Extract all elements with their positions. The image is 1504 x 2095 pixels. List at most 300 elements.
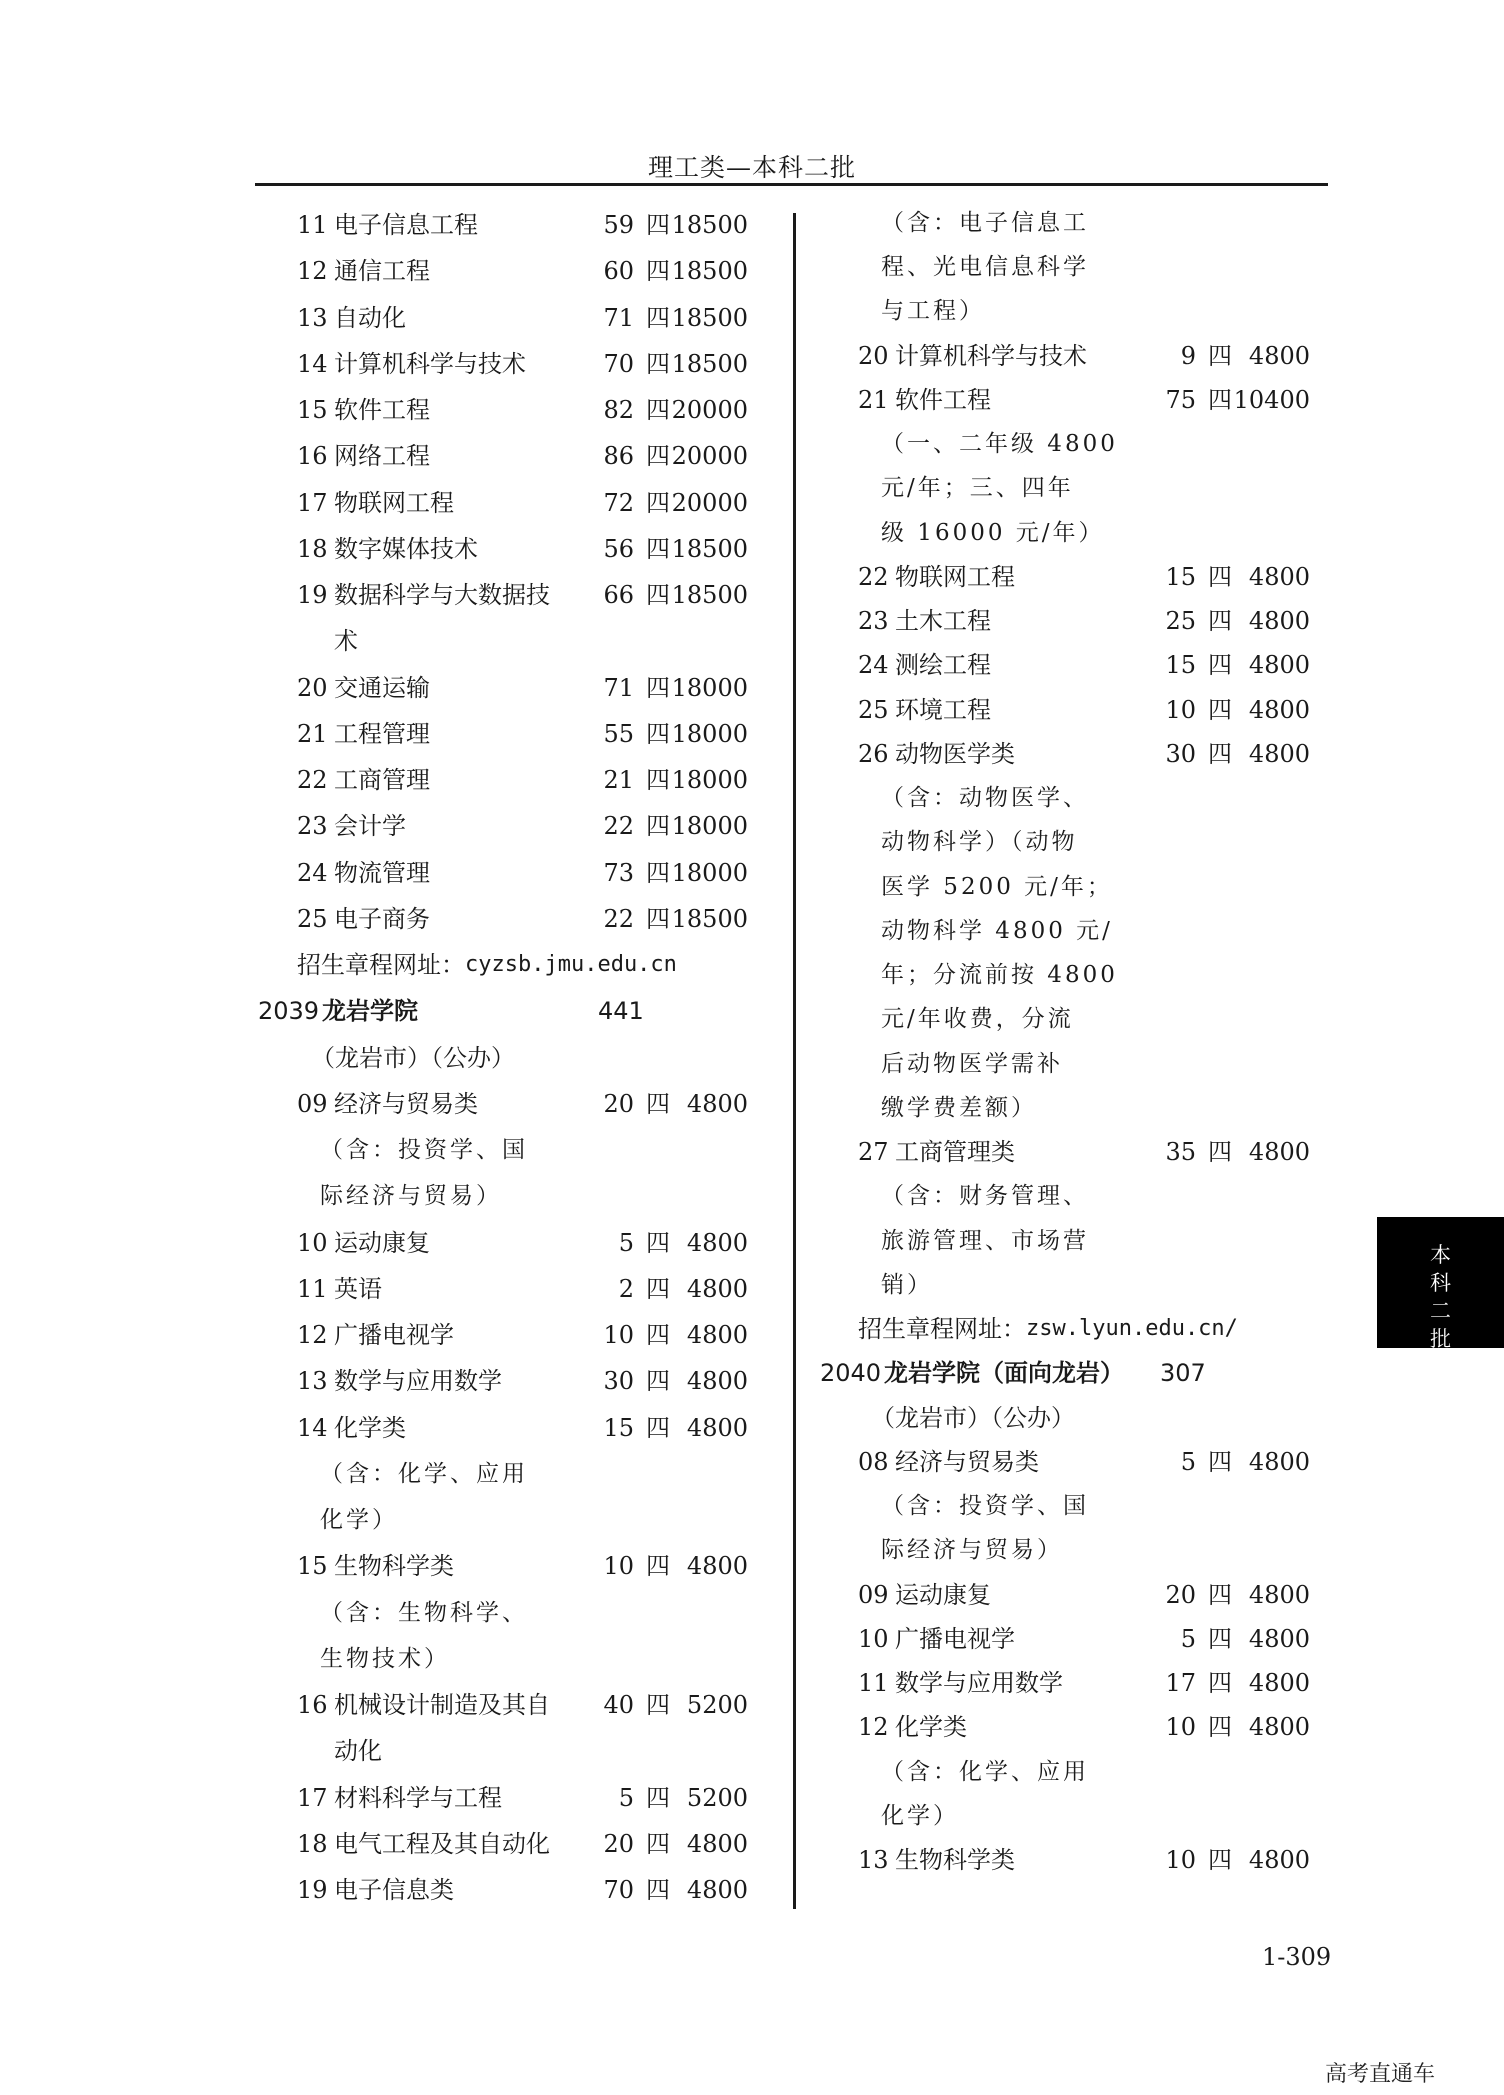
enrollment-count: 71 [603, 303, 634, 332]
study-years: 四 [1208, 1624, 1232, 1653]
major-note [796, 1176, 1504, 1216]
major-note [796, 999, 1504, 1039]
enrollment-count: 71 [603, 673, 634, 702]
study-years: 四 [646, 1367, 670, 1396]
major-note [0, 1454, 793, 1494]
tuition-fee: 5200 [686, 1691, 748, 1719]
note-text: 际经济与贸易） [320, 1183, 502, 1210]
note-text: （含：投资学、国 [320, 1137, 528, 1163]
study-years: 四 [1208, 1713, 1232, 1742]
note-text: 后动物医学需补 [881, 1050, 1063, 1077]
major-row [796, 1663, 1504, 1703]
url-label: 招生章程网址： [858, 1315, 1026, 1344]
major-row [0, 529, 793, 569]
location-text: （龙岩市）（公办） [311, 1043, 515, 1072]
major-name: 工商管理类 [895, 1138, 1015, 1167]
enrollment-count: 10 [603, 1321, 634, 1349]
enrollment-count: 20 [603, 1089, 634, 1118]
study-years: 四 [1208, 341, 1232, 370]
major-row [0, 1269, 793, 1309]
study-years: 四 [1208, 1447, 1232, 1476]
major-note [796, 203, 1504, 243]
note-text: 元/年；三、四年 [881, 475, 1074, 502]
tuition-fee: 4800 [1248, 562, 1310, 591]
tuition-fee: 18500 [671, 257, 748, 286]
note-text: （含：投资学、国 [881, 1493, 1089, 1520]
major-row [0, 575, 793, 615]
study-years: 四 [646, 812, 670, 841]
tuition-fee: 20000 [671, 442, 748, 471]
major-code: 11 [297, 1274, 328, 1303]
major-code: 15 [297, 396, 328, 424]
tuition-fee: 4800 [1248, 1138, 1310, 1167]
note-text: （含：化学、应用 [320, 1460, 528, 1487]
study-years: 四 [1208, 1580, 1232, 1609]
major-code: 23 [297, 812, 328, 841]
major-note [796, 1530, 1504, 1570]
note-text: 元/年收费，分流 [881, 1006, 1074, 1033]
tuition-fee: 4800 [1248, 695, 1310, 724]
major-name: 电子信息工程 [334, 211, 478, 239]
note-text: 际经济与贸易） [881, 1537, 1063, 1564]
study-years: 四 [646, 673, 670, 702]
url-label: 招生章程网址： [297, 951, 465, 979]
major-row [796, 380, 1504, 420]
tuition-fee: 18500 [671, 303, 748, 332]
note-text: 动物科学 4800 元/ [881, 917, 1113, 944]
enrollment-count: 60 [603, 257, 634, 286]
major-note [796, 778, 1504, 818]
enrollment-count: 82 [603, 396, 634, 424]
school-name: 龙岩学院（面向龙岩） [884, 1358, 1124, 1388]
major-row [0, 1870, 793, 1910]
enrollment-count: 30 [603, 1367, 634, 1396]
study-years: 四 [1208, 607, 1232, 636]
major-note [796, 513, 1504, 553]
enrollment-count: 10 [1165, 695, 1196, 724]
major-name: 化学类 [334, 1413, 406, 1442]
admission-url-line [0, 945, 793, 985]
major-row [796, 601, 1504, 641]
school-name: 龙岩学院 [322, 996, 418, 1026]
major-code: 23 [858, 607, 889, 636]
major-note [796, 1752, 1504, 1792]
enrollment-count: 2 [618, 1274, 634, 1303]
major-row [0, 1546, 793, 1586]
enrollment-count: 66 [603, 581, 634, 609]
name-continuation: 术 [334, 627, 358, 656]
enrollment-count: 75 [1165, 385, 1196, 414]
major-row [0, 806, 793, 846]
enrollment-count: 72 [603, 488, 634, 517]
major-row [0, 714, 793, 754]
major-note [796, 955, 1504, 995]
major-code: 14 [297, 349, 328, 378]
tuition-fee: 4800 [1248, 1713, 1310, 1742]
watermark: 高考直通车 [1325, 2062, 1436, 2087]
study-years: 四 [646, 1413, 670, 1442]
study-years: 四 [646, 211, 670, 239]
major-name: 环境工程 [895, 695, 991, 724]
school-total-quota: 441 [598, 997, 644, 1026]
tuition-fee: 4800 [1248, 1846, 1310, 1874]
note-text: （一、二年级 4800 [881, 431, 1118, 458]
major-row [0, 1778, 793, 1818]
note-text: 动物科学）（动物 [881, 829, 1078, 856]
major-code: 16 [297, 1691, 328, 1719]
major-code: 08 [858, 1447, 889, 1476]
major-note [0, 1593, 793, 1633]
enrollment-count: 5 [1180, 1624, 1196, 1653]
tuition-fee: 5200 [686, 1783, 748, 1812]
major-note [796, 1486, 1504, 1526]
major-name: 电子信息类 [334, 1876, 454, 1904]
study-years: 四 [646, 719, 670, 748]
major-row [796, 1575, 1504, 1615]
enrollment-count: 55 [603, 719, 634, 748]
note-text: （含：电子信息工 [881, 210, 1089, 236]
tuition-fee: 18500 [671, 904, 748, 933]
tuition-fee: 4800 [686, 1089, 748, 1118]
section-side-tab [1377, 1217, 1504, 1351]
study-years: 四 [646, 904, 670, 933]
major-code: 13 [297, 1367, 328, 1396]
major-name-continuation [0, 621, 793, 661]
major-row [796, 690, 1504, 730]
admission-url: cyzsb.jmu.edu.cn [465, 952, 677, 977]
enrollment-count: 10 [1165, 1846, 1196, 1874]
school-code: 2040 [820, 1359, 882, 1388]
major-name: 计算机科学与技术 [895, 341, 1087, 370]
tuition-fee: 18500 [671, 349, 748, 378]
major-code: 22 [858, 562, 889, 591]
note-text: 销） [881, 1271, 933, 1298]
note-text: 旅游管理、市场营 [881, 1227, 1089, 1254]
tuition-fee: 4800 [1248, 341, 1310, 370]
school-code: 2039 [258, 997, 320, 1026]
major-name: 化学类 [895, 1713, 967, 1742]
major-name: 物流管理 [334, 858, 430, 887]
major-note [796, 822, 1504, 862]
major-note [0, 1639, 793, 1679]
major-name: 英语 [334, 1274, 382, 1303]
page-number: 1-309 [1262, 1943, 1332, 1971]
note-text: （含：财务管理、 [881, 1183, 1089, 1210]
major-code: 17 [297, 1783, 328, 1812]
study-years: 四 [1208, 385, 1232, 414]
major-row [0, 1315, 793, 1355]
major-name: 运动康复 [895, 1580, 991, 1609]
study-years: 四 [646, 766, 670, 794]
admission-url: zsw.lyun.edu.cn/ [1026, 1316, 1238, 1342]
major-name: 数学与应用数学 [334, 1367, 502, 1396]
study-years: 四 [646, 581, 670, 609]
tuition-fee: 20000 [671, 396, 748, 424]
major-note [796, 291, 1504, 331]
tuition-fee: 18000 [671, 673, 748, 702]
major-note [796, 424, 1504, 464]
study-years: 四 [646, 1783, 670, 1812]
tuition-fee: 4800 [1248, 607, 1310, 636]
study-years: 四 [646, 1552, 670, 1581]
major-row [0, 1361, 793, 1401]
major-row [0, 205, 793, 245]
tuition-fee: 4800 [686, 1552, 748, 1581]
study-years: 四 [1208, 695, 1232, 724]
tuition-fee: 4800 [1248, 1624, 1310, 1653]
major-note [0, 1130, 793, 1170]
tuition-fee: 18500 [671, 581, 748, 609]
school-location [796, 1398, 1504, 1438]
tuition-fee: 18000 [671, 812, 748, 841]
major-note [796, 867, 1504, 907]
study-years: 四 [646, 442, 670, 471]
major-name: 测绘工程 [895, 651, 991, 680]
enrollment-count: 22 [603, 812, 634, 841]
tuition-fee: 18000 [671, 858, 748, 887]
enrollment-count: 59 [603, 211, 634, 239]
enrollment-count: 17 [1165, 1669, 1196, 1698]
major-code: 13 [297, 303, 328, 332]
major-code: 20 [297, 673, 328, 702]
tuition-fee: 4800 [686, 1274, 748, 1303]
major-name: 电子商务 [334, 904, 430, 933]
enrollment-count: 5 [618, 1783, 634, 1812]
study-years: 四 [646, 1321, 670, 1349]
enrollment-count: 5 [618, 1228, 634, 1257]
enrollment-count: 70 [603, 1876, 634, 1904]
major-code: 18 [297, 1829, 328, 1858]
major-name-continuation [0, 1731, 793, 1771]
study-years: 四 [646, 1089, 670, 1118]
major-name: 工商管理 [334, 766, 430, 794]
study-years: 四 [646, 1274, 670, 1303]
note-text: （含：化学、应用 [881, 1758, 1089, 1785]
major-row [0, 1084, 793, 1124]
major-name: 数字媒体技术 [334, 534, 478, 563]
major-code: 11 [297, 211, 328, 239]
study-years: 四 [1208, 1138, 1232, 1167]
major-code: 21 [858, 385, 889, 414]
enrollment-count: 30 [1165, 739, 1196, 768]
major-name: 生物科学类 [895, 1846, 1015, 1874]
note-text: 级 16000 元/年） [881, 519, 1105, 546]
major-row [796, 1840, 1504, 1880]
major-code: 12 [858, 1713, 889, 1742]
note-text: 化学） [881, 1802, 959, 1829]
major-name: 电气工程及其自动化 [334, 1829, 550, 1858]
study-years: 四 [646, 1829, 670, 1858]
major-code: 24 [858, 651, 889, 680]
major-row [0, 298, 793, 338]
major-note [796, 1088, 1504, 1128]
major-code: 25 [297, 904, 328, 933]
tuition-fee: 18000 [671, 719, 748, 748]
tuition-fee: 4800 [686, 1413, 748, 1442]
enrollment-count: 9 [1180, 341, 1196, 370]
major-row [796, 734, 1504, 774]
major-name: 经济与贸易类 [334, 1089, 478, 1118]
major-code: 21 [297, 719, 328, 748]
major-name: 数学与应用数学 [895, 1669, 1063, 1698]
major-name: 机械设计制造及其自 [334, 1691, 550, 1719]
major-note [796, 247, 1504, 287]
major-code: 17 [297, 488, 328, 517]
major-name: 广播电视学 [334, 1321, 454, 1349]
major-code: 26 [858, 739, 889, 768]
major-code: 19 [297, 1876, 328, 1904]
enrollment-count: 25 [1165, 607, 1196, 636]
major-row [796, 1132, 1504, 1172]
major-name: 工程管理 [334, 719, 430, 748]
note-text: （含：动物医学、 [881, 785, 1089, 812]
tuition-fee: 4800 [1248, 1669, 1310, 1698]
major-name: 生物科学类 [334, 1552, 454, 1581]
major-row [0, 853, 793, 893]
major-name: 交通运输 [334, 673, 430, 702]
enrollment-count: 10 [603, 1552, 634, 1581]
major-code: 16 [297, 442, 328, 471]
header-rule [255, 183, 1328, 186]
tuition-fee: 4800 [1248, 739, 1310, 768]
school-row [796, 1353, 1504, 1393]
major-note [0, 1176, 793, 1216]
tuition-fee: 4800 [686, 1228, 748, 1257]
study-years: 四 [1208, 1846, 1232, 1874]
enrollment-count: 21 [603, 766, 634, 794]
major-code: 10 [297, 1228, 328, 1257]
tuition-fee: 4800 [1248, 1447, 1310, 1476]
note-text: 年；分流前按 4800 [881, 962, 1118, 989]
school-row [0, 991, 793, 1031]
study-years: 四 [1208, 651, 1232, 680]
major-code: 19 [297, 581, 328, 609]
tuition-fee: 4800 [1248, 1580, 1310, 1609]
major-row [0, 1223, 793, 1263]
major-row [0, 899, 793, 939]
major-code: 22 [297, 766, 328, 794]
major-name: 自动化 [334, 303, 406, 332]
enrollment-count: 10 [1165, 1713, 1196, 1742]
study-years: 四 [1208, 562, 1232, 591]
major-code: 09 [858, 1580, 889, 1609]
enrollment-count: 56 [603, 534, 634, 563]
major-name: 材料科学与工程 [334, 1783, 502, 1812]
note-text: 化学） [320, 1507, 398, 1533]
major-name: 网络工程 [334, 442, 430, 471]
enrollment-count: 20 [603, 1829, 634, 1858]
major-row [0, 483, 793, 523]
major-note [0, 1500, 793, 1540]
study-years: 四 [1208, 1669, 1232, 1698]
enrollment-count: 35 [1165, 1138, 1196, 1167]
major-name: 数据科学与大数据技 [334, 581, 550, 609]
side-tab-label: 本 科 二 批 [1430, 1243, 1451, 1351]
tuition-fee: 4800 [686, 1367, 748, 1396]
major-row [0, 436, 793, 476]
major-name: 经济与贸易类 [895, 1447, 1039, 1476]
study-years: 四 [646, 349, 670, 378]
major-name: 运动康复 [334, 1228, 430, 1257]
note-text: 生物技术） [320, 1645, 450, 1672]
major-note [796, 1044, 1504, 1084]
study-years: 四 [646, 257, 670, 286]
tuition-fee: 4800 [1248, 651, 1310, 680]
major-row [796, 645, 1504, 685]
major-code: 24 [297, 858, 328, 887]
major-name: 物联网工程 [334, 488, 454, 517]
study-years: 四 [646, 858, 670, 887]
enrollment-count: 40 [603, 1691, 634, 1719]
major-code: 18 [297, 534, 328, 563]
major-row [0, 760, 793, 800]
enrollment-count: 70 [603, 349, 634, 378]
page-header-title: 理工类—本科二批 [647, 153, 856, 182]
note-text: （含：生物科学、 [320, 1599, 528, 1626]
major-note [796, 468, 1504, 508]
major-name: 广播电视学 [895, 1624, 1015, 1653]
major-name: 会计学 [334, 812, 406, 841]
enrollment-count: 20 [1165, 1580, 1196, 1609]
tuition-fee: 18000 [671, 766, 748, 794]
major-code: 12 [297, 257, 328, 286]
enrollment-count: 15 [1165, 562, 1196, 591]
major-name: 通信工程 [334, 257, 430, 286]
enrollment-count: 73 [603, 858, 634, 887]
note-text: 与工程） [881, 298, 985, 325]
major-name: 动物医学类 [895, 739, 1015, 768]
major-name: 计算机科学与技术 [334, 349, 526, 378]
major-note [796, 1796, 1504, 1836]
enrollment-count: 86 [603, 442, 634, 471]
major-row [0, 1685, 793, 1725]
major-row [0, 251, 793, 291]
note-text: 医学 5200 元/年； [881, 873, 1113, 900]
major-code: 27 [858, 1138, 889, 1167]
study-years: 四 [646, 534, 670, 563]
major-row [796, 1707, 1504, 1747]
study-years: 四 [646, 396, 670, 424]
major-note [796, 911, 1504, 951]
note-text: 缴学费差额） [881, 1094, 1037, 1121]
study-years: 四 [646, 1691, 670, 1719]
major-code: 12 [297, 1321, 328, 1349]
major-row [796, 1619, 1504, 1659]
major-row [0, 1408, 793, 1448]
enrollment-count: 15 [603, 1413, 634, 1442]
note-text: 程、光电信息科学 [881, 254, 1089, 281]
school-total-quota: 307 [1160, 1359, 1206, 1388]
major-row [796, 557, 1504, 597]
tuition-fee: 18500 [671, 534, 748, 563]
school-location [0, 1038, 793, 1078]
major-row [0, 1824, 793, 1864]
enrollment-count: 5 [1180, 1447, 1196, 1476]
tuition-fee: 20000 [671, 488, 748, 517]
major-row [0, 668, 793, 708]
tuition-fee: 10400 [1233, 385, 1310, 414]
major-row [796, 336, 1504, 376]
major-row [796, 1442, 1504, 1482]
tuition-fee: 4800 [686, 1829, 748, 1858]
study-years: 四 [646, 1876, 670, 1904]
study-years: 四 [646, 1228, 670, 1257]
major-code: 10 [858, 1624, 889, 1653]
major-name: 物联网工程 [895, 562, 1015, 591]
major-code: 20 [858, 341, 889, 370]
major-name: 土木工程 [895, 607, 991, 636]
major-code: 13 [858, 1846, 889, 1874]
